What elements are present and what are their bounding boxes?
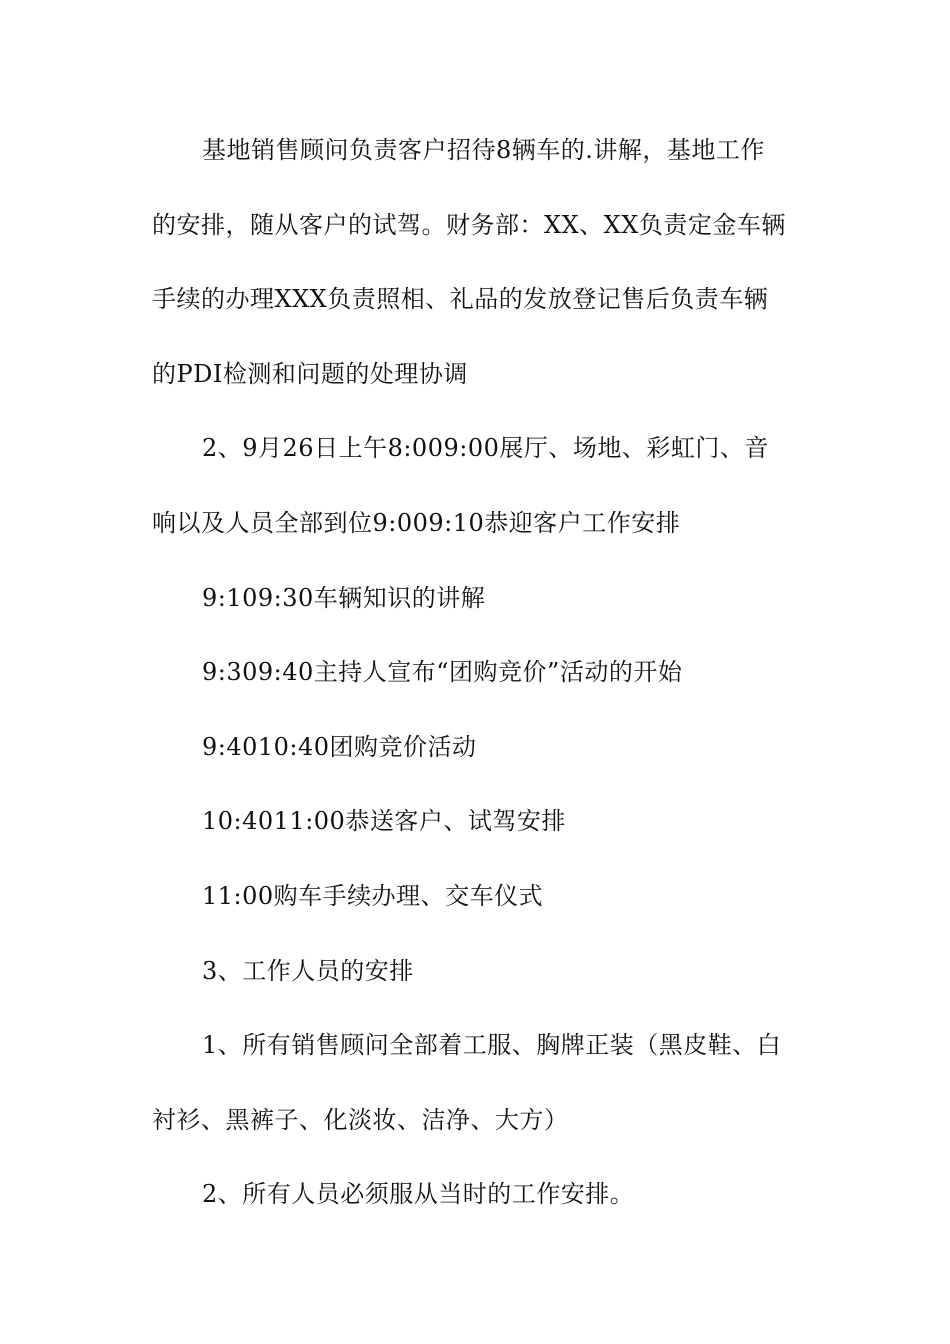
paragraph-line: 1、所有销售顾问全部着工服、胸牌正装（黑皮鞋、白 xyxy=(202,1031,782,1060)
schedule-item xyxy=(152,635,802,710)
paragraph-sales-advisor-duties xyxy=(152,113,802,411)
paragraph-line: 的PDI检测和问题的处理协调 xyxy=(152,359,468,388)
paragraph-line: 基地销售顾问负责客户招待8辆车的.讲解，基地工作 xyxy=(202,136,765,164)
schedule-item xyxy=(152,859,802,934)
paragraph-obey-arrangement xyxy=(152,1157,802,1232)
paragraph-line: 衬衫、黑裤子、化淡妆、洁净、大方） xyxy=(152,1105,569,1134)
paragraph-line: 10:4011:00恭送客户、试驾安排 xyxy=(202,807,566,836)
paragraph-line: 9:4010:40团购竞价活动 xyxy=(202,732,477,761)
paragraph-line: 2、所有人员必须服从当时的工作安排。 xyxy=(202,1180,635,1209)
paragraph-schedule-start xyxy=(152,411,802,560)
paragraph-line: 9:309:40主持人宣布“团购竞价”活动的开始 xyxy=(202,658,683,687)
schedule-item xyxy=(152,710,802,785)
paragraph-line: 11:00购车手续办理、交车仪式 xyxy=(202,881,544,910)
schedule-item xyxy=(152,561,802,636)
paragraph-dress-code xyxy=(152,1008,802,1157)
paragraph-line: 9:109:30车辆知识的讲解 xyxy=(202,583,486,612)
paragraph-line: 手续的办理XXX负责照相、礼品的发放登记售后负责车辆 xyxy=(152,285,769,314)
document-body xyxy=(152,113,802,1232)
paragraph-line: 的安排，随从客户的试驾。财务部：XX、XX负责定金车辆 xyxy=(152,210,786,239)
schedule-item xyxy=(152,784,802,859)
paragraph-line: 响以及人员全部到位9:009:10恭迎客户工作安排 xyxy=(152,508,681,537)
paragraph-line: 2、9月26日上午8:009:00展厅、场地、彩虹门、音 xyxy=(202,434,769,463)
section-heading-staff-arrangement xyxy=(152,934,802,1009)
paragraph-line: 3、工作人员的安排 xyxy=(202,956,414,985)
